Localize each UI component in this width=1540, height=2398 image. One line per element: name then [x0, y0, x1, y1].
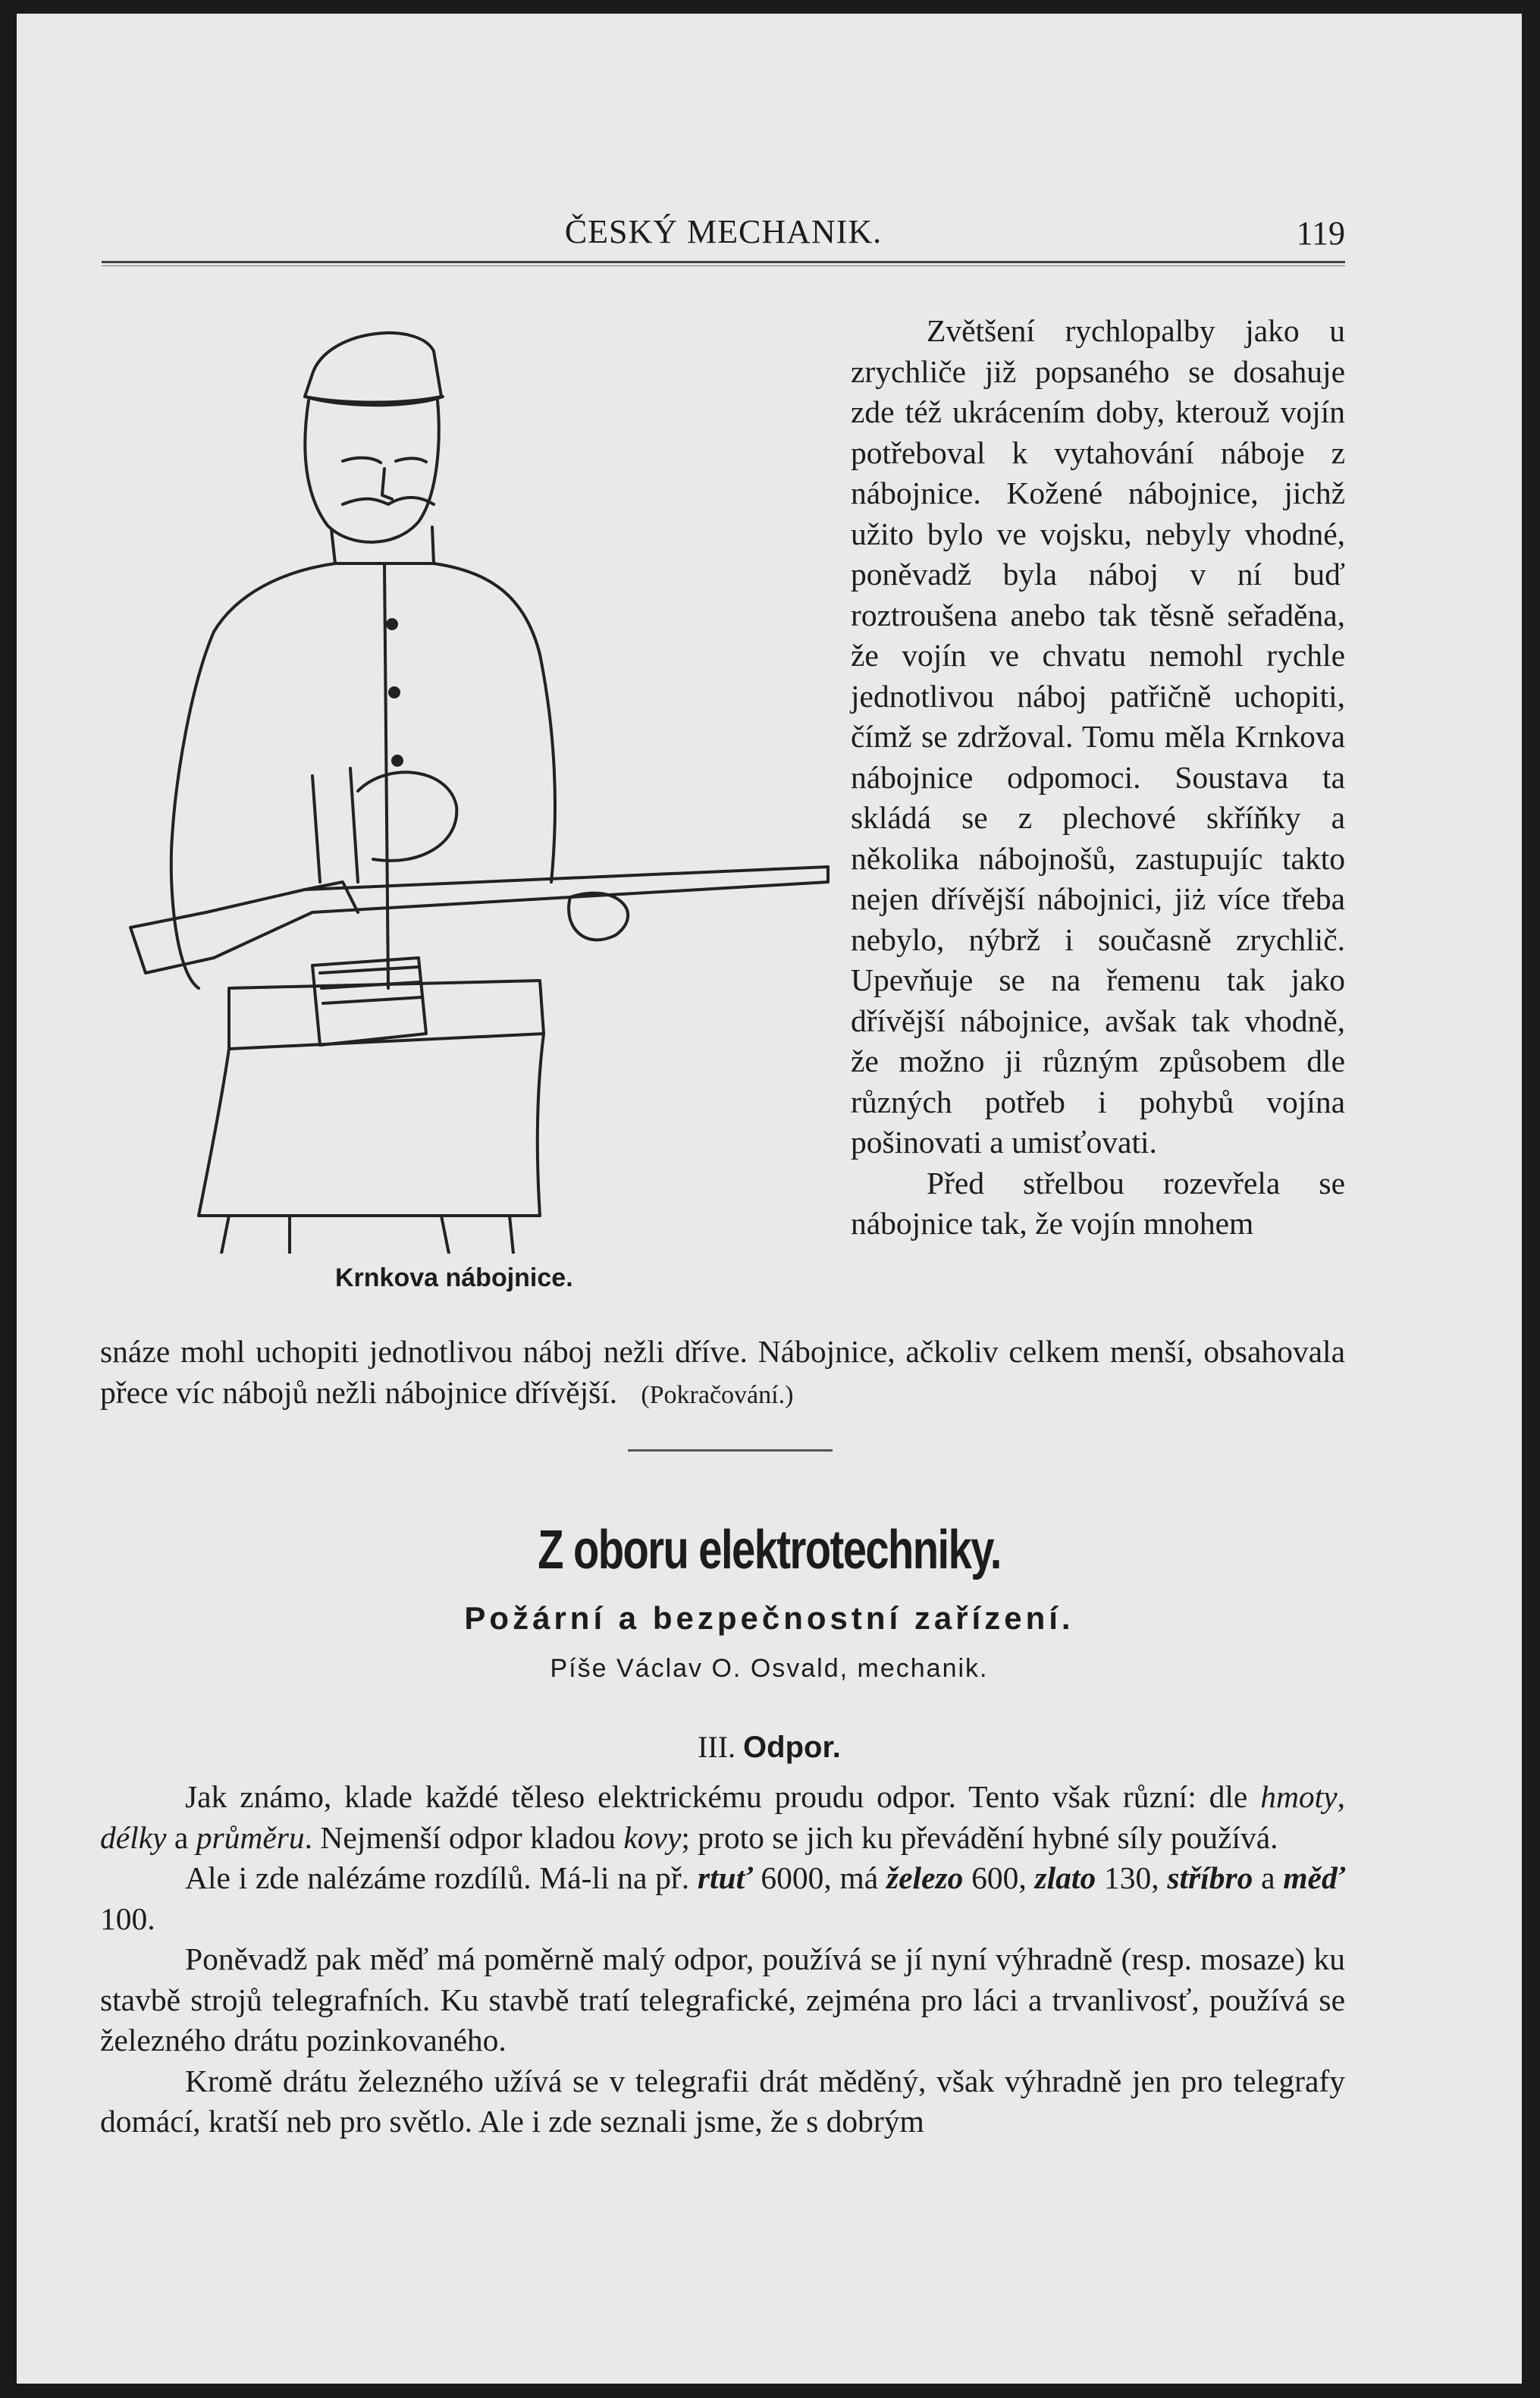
- paragraph: Jak známo, klade každé těleso elektrickému proudu odpor. Tento však různí: dle hmoty, délky a průměru. Nejmenší odpor kladou kovy; proto se jich ku převádění hybné síly používá.: [100, 1779, 1345, 1855]
- left-arm: [171, 563, 335, 988]
- right-side: [434, 563, 555, 882]
- section-heading: [17, 1729, 1522, 1765]
- soldier-illustration: [115, 306, 843, 1254]
- collar: [331, 527, 434, 563]
- article2-body: [100, 1777, 1345, 2142]
- paragraph: Kromě drátu železného užívá se v telegrafii drát měděný, však výhradně jen pro telegrafy domácí, kratší neb pro světlo. Ale i zde seznali jsme, že s dobrým: [100, 2063, 1345, 2139]
- hand: [358, 772, 456, 861]
- head-outline: [305, 400, 438, 542]
- rifle: [130, 867, 828, 973]
- journal-title: ČESKÝ MECHANIK.: [564, 213, 883, 250]
- figure-caption: Krnkova nábojnice.: [335, 1263, 573, 1292]
- paragraph: Ale i zde nalézáme rozdílů. Má-li na př. rtuť 6000, má železo 600, zlato 130, stříbro a měď 100.: [100, 1860, 1346, 1936]
- paragraph-tail: snáze mohl uchopiti jednotlivou náboj nežli dříve. Nábojnice, ačkoliv celkem menší, obsahovala přece víc nábojů nežli nábojnice dřívější.: [100, 1334, 1345, 1410]
- header-rule: [102, 261, 1345, 263]
- running-header: [102, 212, 1345, 265]
- article-subtitle: Požární a bezpečnostní zařízení.: [464, 1600, 1074, 1636]
- paragraph: Zvětšení rychlopalby jako u zrychliče již popsaného se dosahuje zde též ukrácením doby, kterouž vojín potřeboval k vytahování náboje z nábojnice. Kožené nábojnice, jichž užito bylo ve vojsku, nebyly vhodné, poněvadž byla náboj v ní buď roztroušena anebo tak těsně seřaděna, že vojín ve chvatu nemohl rychle jednotlivou náboj patřičně uchopiti, čímž se zdržoval. Tomu měla Krnkova nábojnice odpomoci. Soustava ta skládá se z plechové skříňky a několika nábojnošů, zastupujíc takto nejen dřívější nábojnici, jiż více třeba nebylo, nýbrž i současně zrychlič. Upevňuje se na řemenu tak jako dřívější nábojnice, avšak tak vhodně, že možno ji různým způsobem dle různých potřeb i pohybů vojína pošinovati a umisťovati.: [851, 313, 1345, 1160]
- article1-tail: [100, 1332, 1345, 1415]
- page-number: 119: [1296, 215, 1345, 252]
- kepi-cap: [305, 333, 441, 403]
- section-title: Odpor.: [743, 1731, 841, 1764]
- article-title: Z oboru elektrotechniky.: [538, 1520, 1001, 1580]
- continuation-note: (Pokračování.): [641, 1380, 794, 1409]
- header-rule-thin: [102, 265, 1345, 266]
- article-author: Píše Václav O. Osvald, mechanik.: [550, 1654, 989, 1683]
- section-number: III.: [698, 1730, 736, 1764]
- article1-right-column: [851, 311, 1345, 1245]
- support-hand: [569, 893, 628, 940]
- paragraph: Před střelbou rozevřela se nábojnice tak, že vojín mnohem: [851, 1165, 1345, 1241]
- coat-skirt: [199, 1034, 544, 1216]
- page: [17, 14, 1522, 2384]
- paragraph: Poněvadž pak měď má poměrně malý odpor, používá se jí nyní výhradně (resp. mosaze) ku stavbě strojů telegrafních. Ku stavbě tratí telegrafické, zejména pro láci a trvanlivosť, používá se železného drátu pozinkovaného.: [100, 1941, 1345, 2057]
- section-divider: [628, 1449, 833, 1452]
